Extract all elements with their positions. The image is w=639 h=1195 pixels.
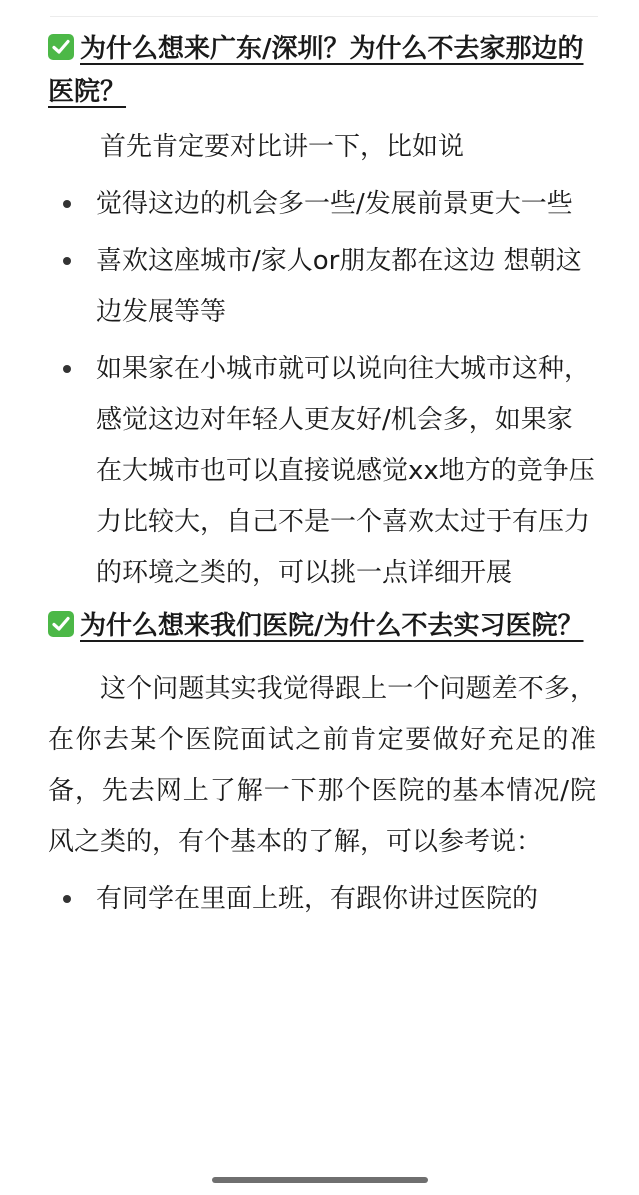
home-indicator[interactable] xyxy=(212,1177,428,1183)
list-item xyxy=(48,179,596,230)
bottom-fade xyxy=(0,1172,639,1195)
list-item-text: 有同学在里面上班，有跟你讲过医院的 xyxy=(96,884,539,914)
check-mark-icon xyxy=(48,34,74,60)
bullet-list xyxy=(48,179,596,599)
list-item-text: 如果家在小城市就可以说向往大城市这种，感觉这边对年轻人更友好/机会多，如果家在大城市也可以直接说感觉xx地方的竞争压力比较大，自己不是一个喜欢太过于有压力的环境之类的，可以挑一点详细开展 xyxy=(96,354,595,588)
article-body xyxy=(48,28,596,931)
list-item xyxy=(48,874,596,925)
section-intro: 首先肯定要对比讲一下，比如说 xyxy=(100,132,465,162)
bullet-dot-icon xyxy=(63,895,71,903)
section-heading-1 xyxy=(48,28,596,114)
bullet-list xyxy=(48,874,596,925)
list-item-text: 觉得这边的机会多一些/发展前景更大一些 xyxy=(96,189,573,219)
list-item-text: 喜欢这座城市/家人or朋友都在这边 想朝这边发展等等 xyxy=(96,246,582,327)
top-divider xyxy=(50,16,598,17)
section-heading-text: 为什么想来广东/深圳？为什么不去家那边的医院？ xyxy=(48,34,584,107)
check-mark-icon xyxy=(48,611,74,637)
list-item xyxy=(48,344,596,599)
section-intro: 这个问题其实我觉得跟上一个问题差不多，在你去某个医院面试之前肯定要做好充足的准备，先去网上了解一下那个医院的基本情况/院风之类的，有个基本的了解，可以参考说： xyxy=(48,674,596,857)
bullet-dot-icon xyxy=(63,365,71,373)
bullet-dot-icon xyxy=(63,257,71,265)
bullet-dot-icon xyxy=(63,200,71,208)
section-heading-text: 为什么想来我们医院/为什么不去实习医院？ xyxy=(80,611,584,641)
section-heading-2 xyxy=(48,605,596,648)
list-item xyxy=(48,236,596,338)
